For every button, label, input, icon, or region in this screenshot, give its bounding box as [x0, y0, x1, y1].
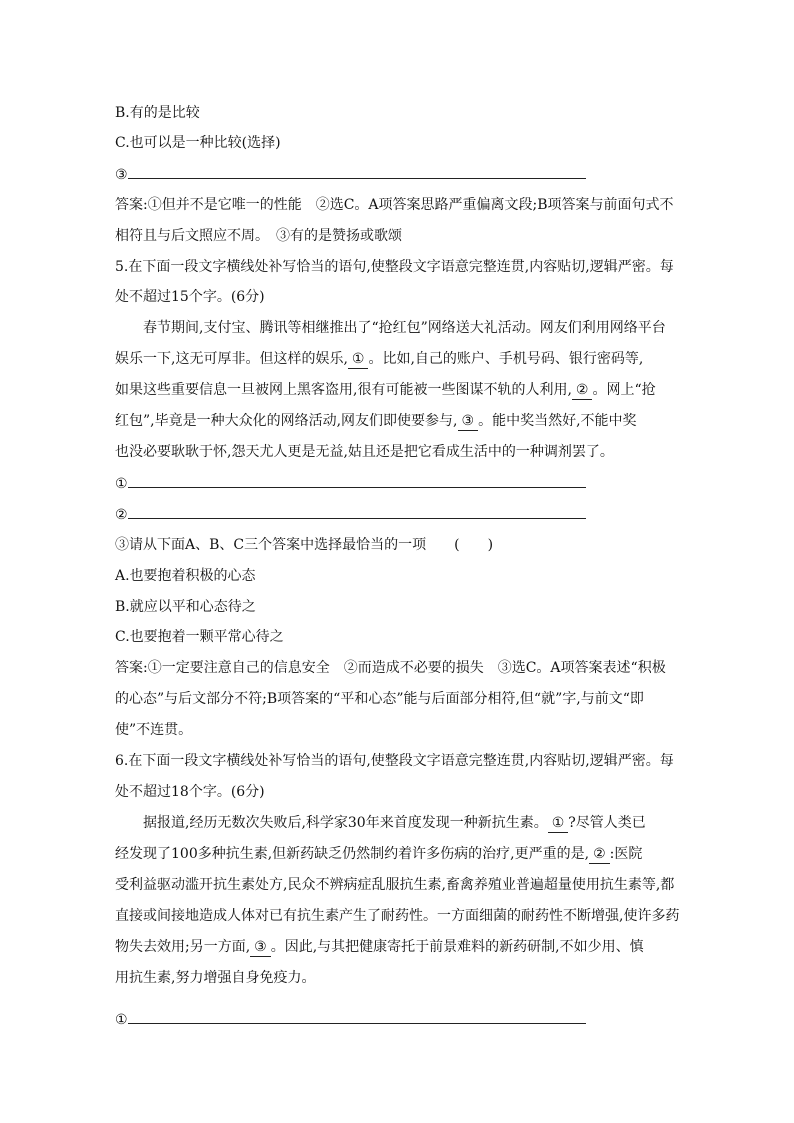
- blank-marker: ②: [589, 845, 610, 864]
- answer-underline: [128, 163, 586, 179]
- blank-label: ①: [115, 1012, 128, 1028]
- blank-label: ②: [115, 507, 128, 523]
- question-5-line: 处不超过15个字。(6分): [115, 289, 265, 305]
- passage-line: 直接或间接地造成人体对已有抗生素产生了耐药性。一方面细菌的耐药性不断增强,使许多药: [115, 908, 680, 924]
- answer-line: 使”不连贯。: [115, 722, 193, 738]
- passage-line: 经发现了100多种抗生素,但新药缺乏仍然制约着许多伤病的治疗,更严重的是, ② :医院: [115, 846, 643, 862]
- answer-line: 的心态”与后文部分不符;B项答案的“平和心态”能与后面部分相符,但“就”字,与前文“即: [115, 691, 644, 707]
- passage-line: 春节期间,支付宝、腾讯等相继推出了“抢红包”网络送大礼活动。网友们利用网络平台: [143, 320, 666, 336]
- passage-line: 用抗生素,努力增强自身免疫力。: [115, 970, 316, 986]
- question-6-line: 6.在下面一段文字横线处补写恰当的语句,使整段文字语意完整连贯,内容贴切,逻辑严密。每: [115, 753, 674, 769]
- passage-line: 据报道,经历无数次失败后,科学家30年来首度发现一种新抗生素。 ① ?尽管人类已: [143, 815, 646, 831]
- answer-underline: [128, 472, 586, 488]
- answer-line: 相符且与后文照应不周。 ③有的是赞扬或歌颂: [115, 228, 402, 244]
- answer-line: 答案:①一定要注意自己的信息安全 ②而造成不必要的损失 ③选C。A项答案表述“积极: [115, 660, 666, 676]
- blank-marker: ③: [458, 412, 479, 431]
- answer-blank-1: [115, 472, 586, 494]
- option-b-line: B.就应以平和心态待之: [115, 599, 256, 615]
- option-a-line: A.也要抱着积极的心态: [115, 568, 256, 584]
- blank-label: ③: [115, 167, 128, 183]
- blank-label: ①: [115, 476, 128, 492]
- answer-underline: [128, 503, 586, 519]
- answer-blank-1: [115, 1008, 586, 1030]
- blank-marker: ②: [572, 381, 593, 400]
- question-5-line: 5.在下面一段文字横线处补写恰当的语句,使整段文字语意完整连贯,内容贴切,逻辑严密。每: [115, 259, 674, 275]
- answer-blank-2: [115, 503, 586, 525]
- answer-blank-3: [115, 163, 586, 185]
- passage-line: 如果这些重要信息一旦被网上黑客盗用,很有可能被一些图谋不轨的人利用, ② 。网上“抢: [115, 382, 656, 398]
- passage-line: 娱乐一下,这无可厚非。但这样的娱乐, ① 。比如,自己的账户、手机号码、银行密码等,: [115, 351, 644, 367]
- choice-prompt: ③请从下面A、B、C三个答案中选择最恰当的一项 ( ): [115, 537, 494, 553]
- passage-line: 物失去效用;另一方面, ③ 。因此,与其把健康寄托于前景难料的新药研制,不如少用、慎: [115, 939, 644, 955]
- option-b-line: B.有的是比较: [115, 105, 200, 121]
- question-6-line: 处不超过18个字。(6分): [115, 784, 265, 800]
- blank-marker: ①: [548, 814, 569, 833]
- option-c-line: C.也可以是一种比较(选择): [115, 135, 281, 151]
- answer-underline: [128, 1008, 586, 1024]
- blank-marker: ③: [250, 938, 271, 957]
- blank-marker: ①: [348, 350, 369, 369]
- answer-line: 答案:①但并不是它唯一的性能 ②选C。A项答案思路严重偏离文段;B项答案与前面句式不: [115, 197, 674, 213]
- passage-line: 受利益驱动滥开抗生素处方,民众不辨病症乱服抗生素,畜禽养殖业普遍超量使用抗生素等,都: [115, 877, 675, 893]
- option-c-line: C.也要抱着一颗平常心待之: [115, 629, 284, 645]
- passage-line: 也没必要耿耿于怀,怨天尤人更是无益,姑且还是把它看成生活中的一种调剂罢了。: [115, 444, 614, 460]
- passage-line: 红包”,毕竟是一种大众化的网络活动,网友们即使要参与, ③ 。能中奖当然好,不能中奖: [115, 413, 637, 429]
